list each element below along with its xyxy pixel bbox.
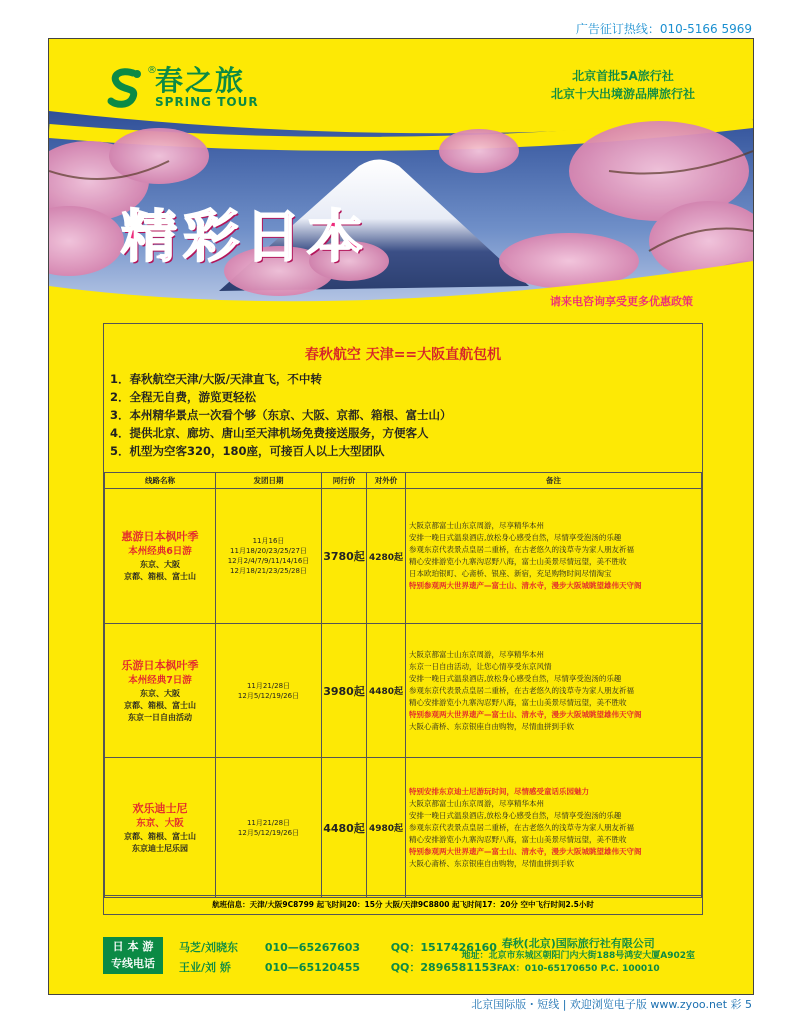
public-price: 4480起	[367, 624, 406, 758]
remark-line: 精心安排游览小九寨沟忍野八海，富士山美景尽情远望，美不胜收	[409, 834, 627, 844]
departure-dates	[216, 489, 322, 624]
hero-title: 精彩日本	[121, 205, 369, 270]
trade-price: 3980起	[322, 624, 367, 758]
logo-chinese-name: 春之旅	[155, 64, 246, 97]
tour-name-cell	[105, 624, 216, 758]
tour-subtitle: 本州经典6日游	[128, 546, 192, 557]
table-row	[105, 758, 702, 898]
tour-cities: 东京一日自由活动	[128, 712, 192, 722]
promo-text: 请来电咨询享受更多优惠政策	[550, 295, 693, 308]
page-footer: 北京国际版・短线 | 欢迎浏览电子版 www.zyoo.net 彩 5	[471, 998, 752, 1011]
tour-cities: 京都、箱根、富士山	[124, 572, 196, 581]
feature-item: 5．机型为空客320，180座，可接百人以上大型团队	[110, 444, 385, 458]
tour-name: 惠游日本枫叶季	[121, 530, 199, 543]
remark-highlight: 特别参观两大世界遗产—富士山、清水寺，漫步大阪城眺望雄伟天守阁	[409, 846, 642, 856]
remark-line: 大阪心斋桥、东京银座自由购物，尽情血拼到手软	[409, 721, 574, 731]
company-info	[461, 937, 695, 976]
contact-qq: QQ：2896581153	[390, 961, 497, 974]
registered-mark: ®	[147, 65, 157, 76]
feature-item: 4．提供北京、廊坊、唐山至天津机场免费接送服务，方便客人	[110, 426, 429, 440]
remark-line: 精心安排游览小九寨沟忍野八海，富士山美景尽情远望，美不胜收	[409, 697, 627, 707]
remarks	[406, 758, 702, 898]
badge-line-1: 日 本 游	[112, 940, 154, 953]
remark-line: 大阪京都富士山东京周游，尽享精华本州	[409, 798, 544, 808]
remark-line: 大阪京都富士山东京周游，尽享精华本州	[409, 521, 544, 530]
tour-name: 乐游日本枫叶季	[121, 658, 199, 672]
header-date: 发团日期	[216, 473, 322, 489]
contact-phone[interactable]: 010—65267603	[264, 941, 361, 954]
tour-cities: 京都、箱根、富士山	[124, 700, 196, 710]
trade-price: 4480起	[322, 758, 367, 898]
date-line: 12月5/12/19/26日	[237, 691, 300, 700]
company-name: 春秋(北京)国际旅行社有限公司	[501, 937, 655, 950]
remark-line: 安排一晚日式温泉酒店,放松身心感受自然，尽情享受泡汤的乐趣	[409, 673, 622, 683]
logo-english-name: SPRING TOUR	[155, 95, 259, 109]
remark-highlight: 特别参观两大世界遗产—富士山、清水寺，漫步大阪城眺望雄伟天守阁	[409, 709, 642, 719]
date-line: 11月18/20/23/25/27日	[230, 547, 307, 555]
tour-cities: 东京迪士尼乐园	[132, 843, 188, 853]
remark-line: 参观东京代表景点皇居二重桥，在古老悠久的浅草寺为家人朋友祈福	[409, 685, 634, 695]
contact-line	[179, 958, 497, 978]
tour-info-box	[103, 323, 703, 915]
feature-list	[110, 370, 702, 460]
spring-s-logo-icon	[103, 65, 157, 111]
header-route: 线路名称	[105, 473, 216, 489]
table-row	[105, 489, 702, 624]
company-address: 地址：北京市东城区朝阳门内大街188号鸿安大厦A902室	[461, 951, 695, 961]
date-line: 12月18/21/23/25/28日	[230, 567, 307, 575]
advertisement-page	[48, 38, 754, 995]
remark-line: 大阪京都富士山东京周游，尽享精华本州	[409, 649, 544, 659]
date-line: 12月2/4/7/9/11/14/16日	[227, 557, 310, 565]
public-price: 4980起	[367, 758, 406, 898]
contact-line	[179, 938, 497, 958]
feature-item: 1．春秋航空天津/大阪/天津直飞，不中转	[110, 372, 322, 386]
remark-line: 日本欧珀银町、心斋桥、银座、新宿，充足购物时间尽情淘宝	[409, 569, 612, 578]
contact-qq: QQ：1517426160	[390, 941, 497, 954]
remark-line: 参观东京代表景点皇居二重桥，在古老悠久的浅草寺为家人朋友祈福	[409, 822, 634, 832]
remark-line: 参观东京代表景点皇居二重桥，在古老悠久的浅草寺为家人朋友祈福	[409, 545, 634, 554]
company-fax: FAX：010-65170650 P.C. 100010	[496, 964, 660, 974]
tour-table	[104, 472, 702, 898]
date-line: 11月21/28日	[246, 818, 291, 827]
remark-line: 东京一日自由活动，让您心情享受东京风情	[409, 661, 552, 671]
contact-names: 马芝/刘晓东	[179, 941, 239, 954]
date-line: 11月21/28日	[246, 681, 291, 690]
tour-cities: 东京、大阪	[140, 688, 180, 698]
trade-price: 3780起	[322, 489, 367, 624]
header-remarks: 备注	[406, 473, 702, 489]
remark-highlight: 特别参观两大世界遗产—富士山、清水寺，漫步大阪城眺望雄伟天守阁	[409, 581, 642, 590]
tour-cities: 东京、大阪	[140, 560, 180, 569]
tour-name-cell	[105, 758, 216, 898]
tour-name: 欢乐迪士尼	[132, 801, 188, 815]
agency-line-2: 北京十大出境游品牌旅行社	[550, 87, 695, 101]
badge-line-2: 专线电话	[111, 957, 155, 970]
date-line: 11月16日	[252, 537, 285, 545]
remark-line: 安排一晚日式温泉酒店,放松身心感受自然，尽情享受泡汤的乐趣	[409, 533, 622, 542]
flight-info: 航班信息：天津/大阪9C8799 起飞时间20：15分 大阪/天津9C8800 起飞时间17：20分 空中飞行时间2.5小时	[104, 895, 702, 914]
contact-phone[interactable]: 010—65120455	[264, 961, 361, 974]
departure-dates	[216, 758, 322, 898]
remark-line: 大阪心斋桥、东京银座自由购物，尽情血拼到手软	[409, 858, 574, 868]
table-header-row	[105, 473, 702, 489]
agency-credentials	[551, 67, 695, 103]
tour-cities: 京都、箱根、富士山	[124, 831, 196, 841]
contact-list	[179, 938, 497, 978]
spring-tour-logo	[103, 65, 259, 111]
tour-subtitle: 东京、大阪	[136, 817, 184, 829]
header-trade-price: 同行价	[322, 473, 367, 489]
feature-item: 2．全程无自费，游览更轻松	[110, 390, 257, 404]
public-price: 4280起	[367, 489, 406, 624]
agency-line-1: 北京首批5A旅行社	[572, 69, 674, 83]
header-public-price: 对外价	[367, 473, 406, 489]
remark-highlight: 特别安排东京迪士尼游玩时间，尽情感受童话乐园魅力	[409, 786, 589, 796]
tour-name-cell	[105, 489, 216, 624]
charter-flight-title: 春秋航空 天津==大阪直航包机	[304, 347, 502, 363]
remarks	[406, 489, 702, 624]
remark-line: 安排一晚日式温泉酒店,放松身心感受自然，尽情享受泡汤的乐趣	[409, 810, 622, 820]
ad-hotline: 广告征订热线：010-5166 5969	[575, 22, 752, 36]
tour-subtitle: 本州经典7日游	[128, 674, 192, 686]
hero-banner	[49, 111, 753, 311]
date-line: 12月5/12/19/26日	[237, 828, 300, 837]
contact-names: 王业/刘 娇	[179, 961, 231, 974]
hotline-badge	[103, 937, 163, 974]
table-row	[105, 624, 702, 758]
departure-dates	[216, 624, 322, 758]
remarks	[406, 624, 702, 758]
remark-line: 精心安排游览小九寨沟忍野八海，富士山美景尽情远望，美不胜收	[409, 557, 627, 566]
feature-item: 3．本州精华景点一次看个够（东京、大阪、京都、箱根、富士山）	[110, 408, 452, 422]
